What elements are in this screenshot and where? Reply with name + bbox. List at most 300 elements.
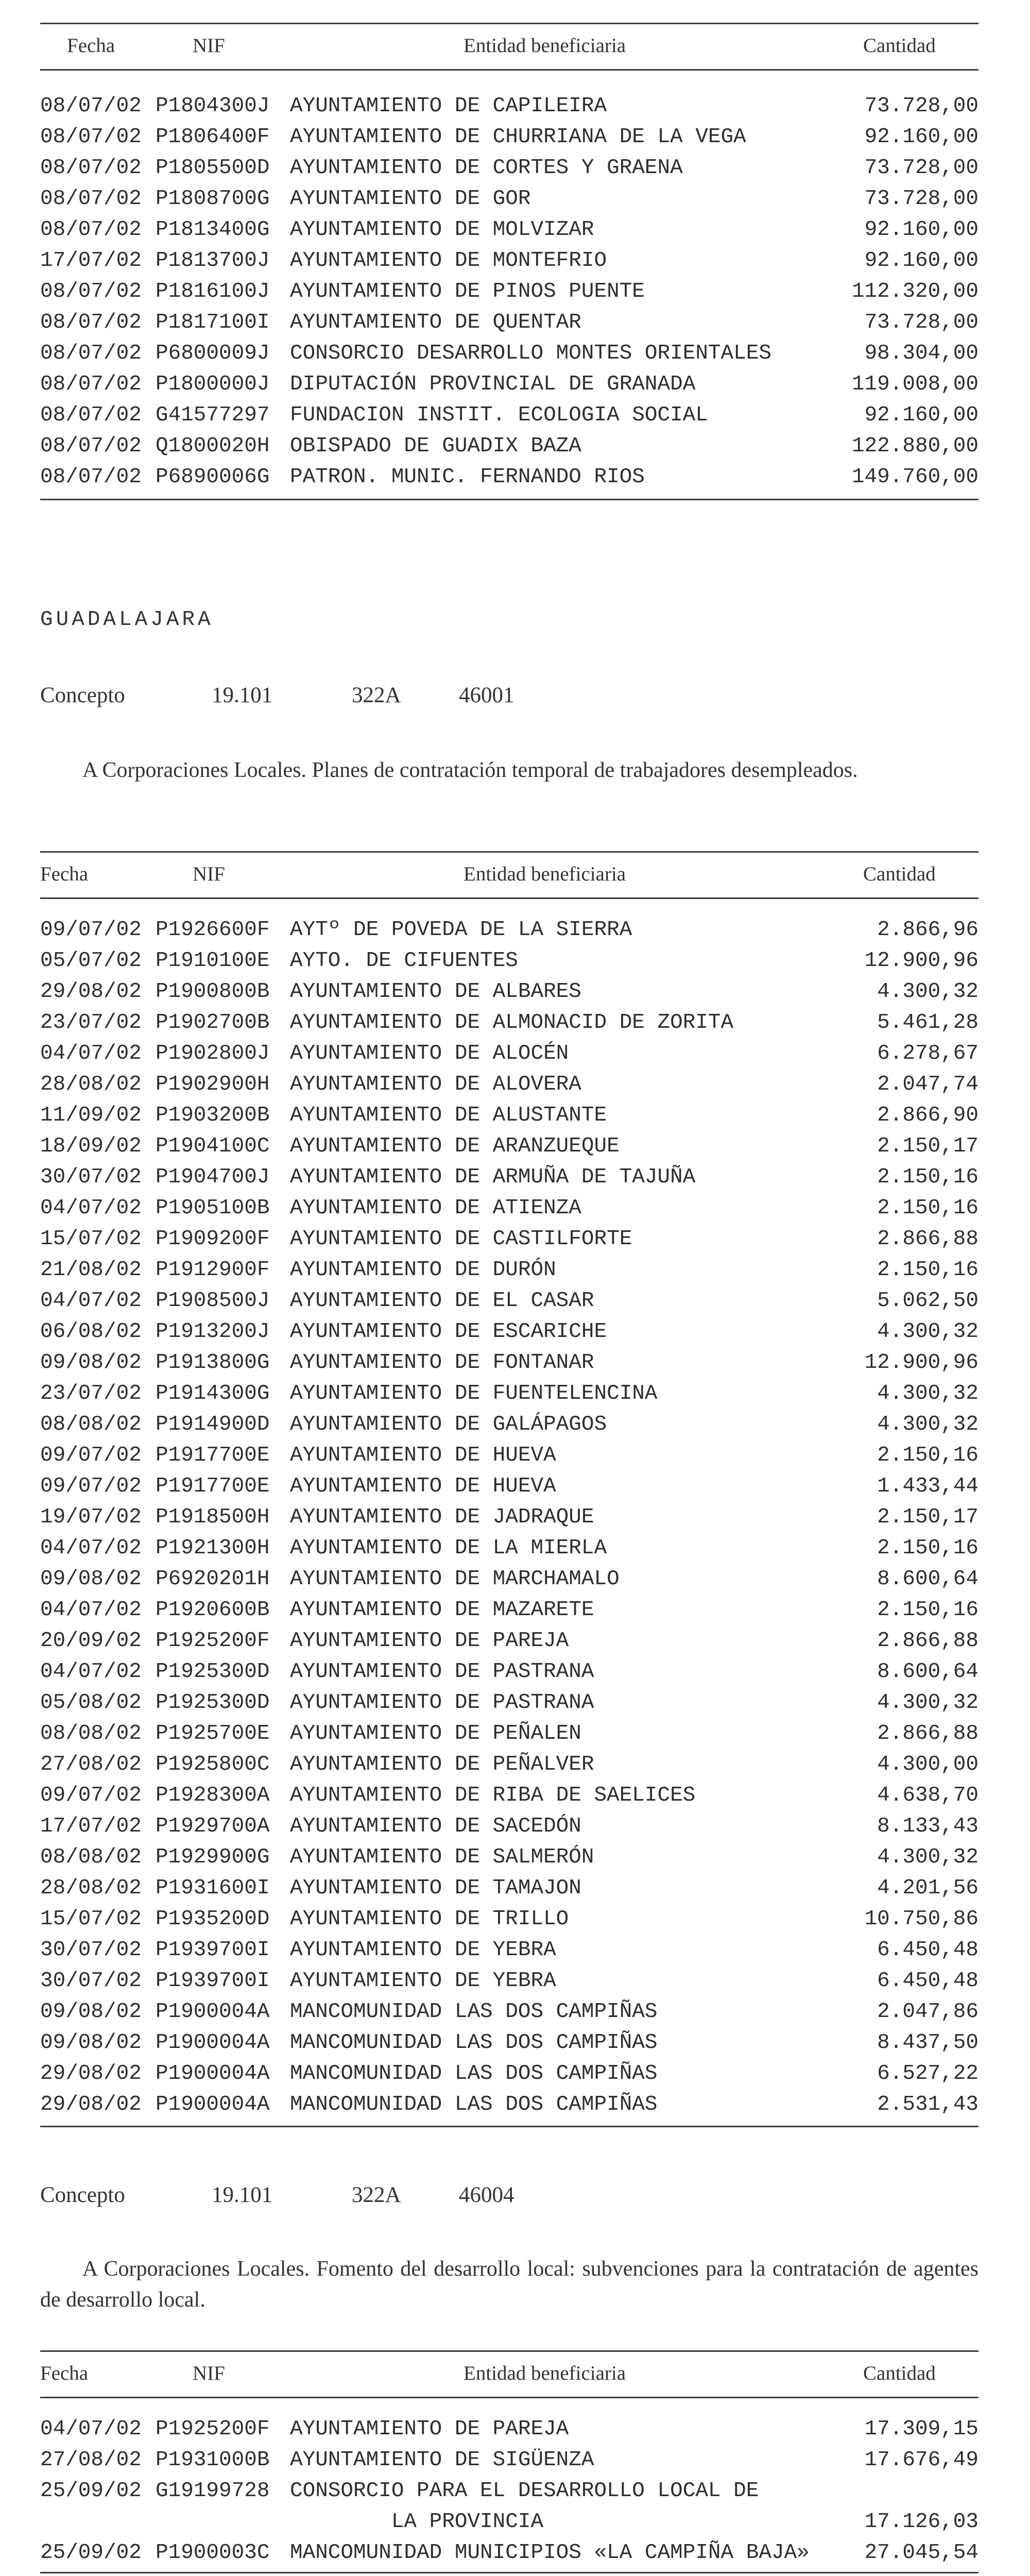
table-row <box>40 1162 978 1193</box>
row-date: 08/08/02 <box>40 1845 142 1869</box>
table-row <box>40 1038 978 1069</box>
row-nif: P1913200J <box>156 1320 270 1344</box>
row-entity: AYUNTAMIENTO DE GALÁPAGOS <box>290 1413 607 1436</box>
row-entity: AYUNTAMIENTO DE ALOCÉN <box>290 1042 569 1065</box>
row-amount: 2.150,16 <box>877 1165 978 1189</box>
row-entity: AYUNTAMIENTO DE JADRAQUE <box>290 1505 594 1529</box>
table-row <box>40 1069 978 1100</box>
row-nif: P1900004A <box>156 2093 270 2116</box>
header-nif: NIF <box>193 2362 225 2384</box>
row-nif: P1900004A <box>156 2000 270 2024</box>
table-header <box>40 2362 978 2387</box>
row-date: 08/07/02 <box>40 156 142 180</box>
row-entity: AYUNTAMIENTO DE MONTEFRIO <box>290 249 607 273</box>
row-date: 23/07/02 <box>40 1011 142 1035</box>
row-date: 09/07/02 <box>40 1475 142 1498</box>
row-nif: P1902700B <box>156 1011 270 1035</box>
table-body <box>40 914 978 2120</box>
row-nif: P1917700E <box>156 1475 270 1498</box>
table-row <box>40 2476 978 2537</box>
row-nif: G41577297 <box>156 403 270 427</box>
table-header <box>40 34 978 60</box>
row-amount: 8.133,43 <box>877 1815 978 1838</box>
row-entity: CONSORCIO PARA EL DESARROLLO LOCAL DE LA PROVINCIA <box>290 2479 759 2534</box>
row-entity: MANCOMUNIDAD LAS DOS CAMPIÑAS <box>290 2062 658 2086</box>
row-date: 25/09/02 <box>40 2479 142 2503</box>
table-row <box>40 1687 978 1718</box>
row-nif: P1900800B <box>156 980 270 1004</box>
row-nif: P1804300J <box>156 94 270 118</box>
header-fecha: Fecha <box>40 863 89 885</box>
table-row <box>40 431 978 462</box>
row-amount: 73.728,00 <box>864 156 978 180</box>
table-row <box>40 1131 978 1162</box>
row-date: 05/08/02 <box>40 1691 142 1715</box>
row-entity: DIPUTACIÓN PROVINCIAL DE GRANADA <box>290 372 696 396</box>
row-amount: 2.047,74 <box>877 1073 978 1096</box>
row-amount: 6.450,48 <box>877 1938 978 1962</box>
row-nif: P1817100I <box>156 311 270 334</box>
row-date: 04/07/02 <box>40 1536 142 1560</box>
table-row <box>40 945 978 976</box>
row-nif: G19199728 <box>156 2479 270 2503</box>
row-entity: PATRON. MUNIC. FERNANDO RIOS <box>290 465 645 489</box>
row-entity: AYUNTAMIENTO DE LA MIERLA <box>290 1536 607 1560</box>
row-entity: AYUNTAMIENTO DE PAREJA <box>290 2417 569 2441</box>
row-date: 29/08/02 <box>40 2062 142 2086</box>
row-entity: AYUNTAMIENTO DE FONTANAR <box>290 1351 594 1375</box>
table-row <box>40 276 978 307</box>
table-row <box>40 1656 978 1687</box>
row-amount: 112.320,00 <box>851 280 978 303</box>
row-amount: 5.461,28 <box>877 1011 978 1035</box>
table-row <box>40 1347 978 1378</box>
row-entity: MANCOMUNIDAD LAS DOS CAMPIÑAS <box>290 2031 658 2055</box>
row-amount: 17.676,49 <box>864 2448 978 2472</box>
row-date: 04/07/02 <box>40 1042 142 1065</box>
row-entity: AYUNTAMIENTO DE ARANZUEQUE <box>290 1134 620 1158</box>
row-entity: AYUNTAMIENTO DE CASTILFORTE <box>290 1227 632 1251</box>
header-nif: NIF <box>193 35 225 57</box>
table-row <box>40 462 978 493</box>
row-amount: 6.527,22 <box>877 2062 978 2086</box>
header-entidad: Entidad beneficiaria <box>464 2362 626 2384</box>
table-row <box>40 2089 978 2120</box>
row-amount: 8.600,64 <box>877 1567 978 1591</box>
row-date: 23/07/02 <box>40 1382 142 1405</box>
row-amount: 2.866,88 <box>877 1227 978 1251</box>
row-amount: 8.600,64 <box>877 1660 978 1684</box>
row-amount: 92.160,00 <box>864 249 978 273</box>
row-date: 30/07/02 <box>40 1969 142 1993</box>
row-date: 27/08/02 <box>40 1753 142 1776</box>
row-amount: 4.638,70 <box>877 1784 978 1807</box>
table-bottom-rule <box>40 2126 978 2127</box>
row-nif: P1800000J <box>156 372 270 396</box>
row-nif: P1925300D <box>156 1660 270 1684</box>
row-amount: 12.900,96 <box>864 949 978 973</box>
row-date: 15/07/02 <box>40 1227 142 1251</box>
row-nif: P1917700E <box>156 1444 270 1467</box>
row-amount: 2.150,17 <box>877 1505 978 1529</box>
table-row <box>40 2445 978 2476</box>
row-amount: 2.866,88 <box>877 1722 978 1745</box>
row-amount: 4.300,32 <box>877 1691 978 1715</box>
table-top-rule <box>40 23 978 24</box>
row-amount: 2.150,16 <box>877 1536 978 1560</box>
row-amount: 2.531,43 <box>877 2093 978 2116</box>
row-amount: 17.126,03 <box>864 2510 978 2534</box>
concepto-label: Concepto <box>40 683 125 707</box>
row-nif: P1925700E <box>156 1722 270 1745</box>
table-row <box>40 338 978 369</box>
row-entity: AYUNTAMIENTO DE MARCHAMALO <box>290 1567 620 1591</box>
row-date: 08/07/02 <box>40 187 142 211</box>
row-date: 09/07/02 <box>40 1444 142 1467</box>
header-entidad: Entidad beneficiaria <box>464 35 626 57</box>
row-date: 18/09/02 <box>40 1134 142 1158</box>
table-row <box>40 1564 978 1595</box>
table-header-rule <box>40 2397 978 2398</box>
row-entity: AYUNTAMIENTO DE GOR <box>290 187 531 211</box>
header-fecha: Fecha <box>40 2362 89 2384</box>
table-row <box>40 1625 978 1656</box>
row-date: 08/08/02 <box>40 1413 142 1436</box>
table-bottom-rule <box>40 2572 978 2573</box>
concepto-code-service: 19.101 <box>212 683 273 707</box>
header-cantidad: Cantidad <box>863 35 936 57</box>
table-row <box>40 1502 978 1533</box>
row-date: 08/07/02 <box>40 342 142 365</box>
row-date: 08/07/02 <box>40 218 142 242</box>
table-row <box>40 2027 978 2058</box>
row-amount: 1.433,44 <box>877 1475 978 1498</box>
table-row <box>40 91 978 122</box>
row-amount: 2.150,17 <box>877 1134 978 1158</box>
row-amount: 6.450,48 <box>877 1969 978 1993</box>
header-cantidad: Cantidad <box>863 863 936 885</box>
row-nif: P1900004A <box>156 2031 270 2055</box>
row-nif: P1918500H <box>156 1505 270 1529</box>
row-entity: AYUNTAMIENTO DE PEÑALEN <box>290 1722 581 1745</box>
row-nif: P1931600I <box>156 1876 270 1900</box>
table-row <box>40 976 978 1007</box>
row-nif: P1939700I <box>156 1969 270 1993</box>
row-amount: 98.304,00 <box>864 342 978 365</box>
header-nif: NIF <box>193 863 225 885</box>
row-nif: P1905100B <box>156 1196 270 1220</box>
row-entity: AYUNTAMIENTO DE ESCARICHE <box>290 1320 607 1344</box>
concepto-code-item: 46004 <box>459 2183 514 2207</box>
row-amount: 119.008,00 <box>851 372 978 396</box>
table-row <box>40 1718 978 1749</box>
row-nif: P1914300G <box>156 1382 270 1405</box>
row-date: 09/07/02 <box>40 1784 142 1807</box>
row-entity: AYUNTAMIENTO DE CHURRIANA DE LA VEGA <box>290 125 746 149</box>
row-amount: 12.900,96 <box>864 1351 978 1375</box>
row-date: 11/09/02 <box>40 1104 142 1127</box>
row-amount: 8.437,50 <box>877 2031 978 2055</box>
row-date: 04/07/02 <box>40 1598 142 1622</box>
row-amount: 73.728,00 <box>864 311 978 334</box>
row-amount: 149.760,00 <box>851 465 978 489</box>
row-amount: 2.150,16 <box>877 1444 978 1467</box>
row-entity: AYUNTAMIENTO DE PASTRANA <box>290 1660 594 1684</box>
table-row <box>40 214 978 245</box>
row-amount: 2.150,16 <box>877 1598 978 1622</box>
row-amount: 2.866,88 <box>877 1629 978 1653</box>
row-entity: AYUNTAMIENTO DE ARMUÑA DE TAJUÑA <box>290 1165 696 1189</box>
concepto-code-program: 322A <box>352 2183 401 2207</box>
row-entity: AYUNTAMIENTO DE ALMONACID DE ZORITA <box>290 1011 734 1035</box>
row-entity: AYUNTAMIENTO DE PASTRANA <box>290 1691 594 1715</box>
row-entity: AYUNTAMIENTO DE PINOS PUENTE <box>290 280 645 303</box>
row-amount: 92.160,00 <box>864 218 978 242</box>
table-row <box>40 1811 978 1842</box>
row-entity: AYUNTAMIENTO DE EL CASAR <box>290 1289 594 1313</box>
row-nif: Q1800020H <box>156 434 270 458</box>
row-amount: 6.278,67 <box>877 1042 978 1065</box>
table-row <box>40 183 978 214</box>
row-entity: AYUNTAMIENTO DE CAPILEIRA <box>290 94 607 118</box>
row-amount: 2.866,90 <box>877 1104 978 1127</box>
row-nif: P1929700A <box>156 1815 270 1838</box>
row-amount: 4.300,32 <box>877 980 978 1004</box>
table-row <box>40 1749 978 1780</box>
row-amount: 2.150,16 <box>877 1258 978 1282</box>
table-bottom-rule <box>40 499 978 500</box>
row-nif: P1920600B <box>156 1598 270 1622</box>
row-entity: AYUNTAMIENTO DE ATIENZA <box>290 1196 581 1220</box>
row-nif: P1902800J <box>156 1042 270 1065</box>
row-entity: CONSORCIO DESARROLLO MONTES ORIENTALES <box>290 342 771 365</box>
row-nif: P1903200B <box>156 1104 270 1127</box>
row-nif: P1928300A <box>156 1784 270 1807</box>
concepto-description: A Corporaciones Locales. Fomento del desarrollo local: subvenciones para la contratación de agentes de desarrollo local. <box>40 2257 978 2312</box>
row-amount: 4.300,32 <box>877 1413 978 1436</box>
row-entity: AYUNTAMIENTO DE SIGÜENZA <box>290 2448 594 2472</box>
row-entity: AYUNTAMIENTO DE MAZARETE <box>290 1598 594 1622</box>
table-row <box>40 1285 978 1316</box>
table-row <box>40 2414 978 2445</box>
table-top-rule <box>40 851 978 853</box>
row-nif: P1808700G <box>156 187 270 211</box>
table-row <box>40 1224 978 1255</box>
row-amount: 4.300,00 <box>877 1753 978 1776</box>
table-row <box>40 1409 978 1440</box>
table-row <box>40 2058 978 2089</box>
row-entity: AYUNTAMIENTO DE MOLVIZAR <box>290 218 594 242</box>
row-nif: P1908500J <box>156 1289 270 1313</box>
row-date: 30/07/02 <box>40 1938 142 1962</box>
row-nif: P1931000B <box>156 2448 270 2472</box>
table-row <box>40 1193 978 1224</box>
table-top-rule <box>40 2350 978 2352</box>
row-amount: 2.150,16 <box>877 1196 978 1220</box>
row-amount: 17.309,15 <box>864 2417 978 2441</box>
table-row <box>40 1904 978 1935</box>
row-date: 04/07/02 <box>40 1660 142 1684</box>
row-date: 08/08/02 <box>40 1722 142 1745</box>
row-date: 17/07/02 <box>40 1815 142 1838</box>
row-date: 08/07/02 <box>40 403 142 427</box>
row-nif: P1926600F <box>156 918 270 942</box>
row-nif: P1914900D <box>156 1413 270 1436</box>
row-date: 15/07/02 <box>40 1907 142 1931</box>
row-amount: 4.300,32 <box>877 1382 978 1405</box>
row-date: 27/08/02 <box>40 2448 142 2472</box>
row-entity: AYUNTAMIENTO DE TAMAJON <box>290 1876 581 1900</box>
row-date: 19/07/02 <box>40 1505 142 1529</box>
row-entity: OBISPADO DE GUADIX BAZA <box>290 434 581 458</box>
row-amount: 27.045,54 <box>864 2541 978 2565</box>
row-nif: P1816100J <box>156 280 270 303</box>
row-amount: 92.160,00 <box>864 125 978 149</box>
table-row <box>40 1780 978 1811</box>
row-entity: AYUNTAMIENTO DE HUEVA <box>290 1475 556 1498</box>
row-date: 09/08/02 <box>40 2031 142 2055</box>
row-entity: AYUNTAMIENTO DE TRILLO <box>290 1907 569 1931</box>
row-date: 09/08/02 <box>40 2000 142 2024</box>
province-heading: GUADALAJARA <box>40 608 214 632</box>
row-nif: P1900003C <box>156 2541 270 2565</box>
row-entity: AYUNTAMIENTO DE HUEVA <box>290 1444 556 1467</box>
row-nif: P1929900G <box>156 1845 270 1869</box>
row-nif: P6890006G <box>156 465 270 489</box>
table-row <box>40 1316 978 1347</box>
row-entity: AYUNTAMIENTO DE DURÓN <box>290 1258 556 1282</box>
table-row <box>40 2537 978 2568</box>
row-entity: AYUNTAMIENTO DE CORTES Y GRAENA <box>290 156 683 180</box>
row-amount: 73.728,00 <box>864 187 978 211</box>
row-entity: AYUNTAMIENTO DE QUENTAR <box>290 311 581 334</box>
row-nif: P1904100C <box>156 1134 270 1158</box>
row-date: 09/08/02 <box>40 1351 142 1375</box>
row-date: 29/08/02 <box>40 2093 142 2116</box>
row-nif: P1913800G <box>156 1351 270 1375</box>
header-fecha: Fecha <box>67 35 115 57</box>
row-nif: P1925800C <box>156 1753 270 1776</box>
row-date: 08/07/02 <box>40 311 142 334</box>
table-row <box>40 1996 978 2027</box>
row-nif: P1921300H <box>156 1536 270 1560</box>
table-row <box>40 1255 978 1285</box>
row-date: 25/09/02 <box>40 2541 142 2565</box>
row-nif: P1912900F <box>156 1258 270 1282</box>
row-entity: AYUNTAMIENTO DE ALUSTANTE <box>290 1104 607 1127</box>
row-amount: 73.728,00 <box>864 94 978 118</box>
row-entity: MANCOMUNIDAD LAS DOS CAMPIÑAS <box>290 2093 658 2116</box>
row-date: 20/09/02 <box>40 1629 142 1653</box>
row-date: 04/07/02 <box>40 1196 142 1220</box>
row-date: 28/08/02 <box>40 1876 142 1900</box>
table-row <box>40 1378 978 1409</box>
row-entity: AYTº DE POVEDA DE LA SIERRA <box>290 918 632 942</box>
row-nif: P1904700J <box>156 1165 270 1189</box>
row-nif: P1813700J <box>156 249 270 273</box>
table-row <box>40 1935 978 1965</box>
row-entity: MANCOMUNIDAD LAS DOS CAMPIÑAS <box>290 2000 658 2024</box>
table-row <box>40 369 978 400</box>
row-date: 21/08/02 <box>40 1258 142 1282</box>
row-entity: AYUNTAMIENTO DE ALBARES <box>290 980 581 1004</box>
table-row <box>40 152 978 183</box>
row-amount: 2.866,96 <box>877 918 978 942</box>
row-entity: AYUNTAMIENTO DE YEBRA <box>290 1938 556 1962</box>
row-entity: AYUNTAMIENTO DE YEBRA <box>290 1969 556 1993</box>
row-date: 29/08/02 <box>40 980 142 1004</box>
header-cantidad: Cantidad <box>863 2362 936 2384</box>
row-date: 09/08/02 <box>40 1567 142 1591</box>
row-amount: 2.047,86 <box>877 2000 978 2024</box>
row-nif: P1806400F <box>156 125 270 149</box>
row-date: 08/07/02 <box>40 280 142 303</box>
row-entity: AYUNTAMIENTO DE RIBA DE SAELICES <box>290 1784 696 1807</box>
row-entity: MANCOMUNIDAD MUNICIPIOS «LA CAMPIÑA BAJA» <box>290 2541 810 2565</box>
row-nif: P1925200F <box>156 2417 270 2441</box>
table-header-rule <box>40 897 978 899</box>
row-nif: P1805500D <box>156 156 270 180</box>
row-date: 04/07/02 <box>40 1289 142 1313</box>
row-date: 08/07/02 <box>40 465 142 489</box>
table-row <box>40 400 978 431</box>
row-amount: 4.300,32 <box>877 1320 978 1344</box>
row-date: 28/08/02 <box>40 1073 142 1096</box>
concepto-code-item: 46001 <box>459 683 514 707</box>
table-row <box>40 1842 978 1873</box>
concepto-description: A Corporaciones Locales. Planes de contratación temporal de trabajadores desempleados. <box>82 758 858 782</box>
row-nif: P1935200D <box>156 1907 270 1931</box>
row-nif: P6800009J <box>156 342 270 365</box>
row-amount: 5.062,50 <box>877 1289 978 1313</box>
table-header-rule <box>40 69 978 71</box>
row-entity: AYUNTAMIENTO DE SALMERÓN <box>290 1845 594 1869</box>
table-row <box>40 914 978 945</box>
table-row <box>40 1440 978 1471</box>
concepto-label: Concepto <box>40 2183 125 2207</box>
row-date: 05/07/02 <box>40 949 142 973</box>
row-date: 08/07/02 <box>40 125 142 149</box>
row-date: 08/07/02 <box>40 434 142 458</box>
row-nif: P1813400G <box>156 218 270 242</box>
row-entity: AYTO. DE CIFUENTES <box>290 949 518 973</box>
concepto-code-program: 322A <box>352 683 401 707</box>
row-date: 30/07/02 <box>40 1165 142 1189</box>
row-amount: 10.750,86 <box>864 1907 978 1931</box>
header-entidad: Entidad beneficiaria <box>464 863 626 885</box>
row-entity: FUNDACION INSTIT. ECOLOGIA SOCIAL <box>290 403 708 427</box>
row-nif: P1902900H <box>156 1073 270 1096</box>
row-date: 06/08/02 <box>40 1320 142 1344</box>
row-entity: AYUNTAMIENTO DE SACEDÓN <box>290 1815 581 1838</box>
row-date: 09/07/02 <box>40 918 142 942</box>
row-nif: P1910100E <box>156 949 270 973</box>
table-row <box>40 245 978 276</box>
table-row <box>40 122 978 152</box>
table-row <box>40 1007 978 1038</box>
table-row <box>40 1965 978 1996</box>
table-row <box>40 1873 978 1904</box>
row-entity: AYUNTAMIENTO DE PEÑALVER <box>290 1753 594 1776</box>
row-nif: P1909200F <box>156 1227 270 1251</box>
row-amount: 4.201,56 <box>877 1876 978 1900</box>
table-body <box>40 91 978 493</box>
table-row <box>40 1595 978 1625</box>
table-row <box>40 1100 978 1131</box>
row-date: 04/07/02 <box>40 2417 142 2441</box>
row-nif: P1939700I <box>156 1938 270 1962</box>
row-nif: P6920201H <box>156 1567 270 1591</box>
